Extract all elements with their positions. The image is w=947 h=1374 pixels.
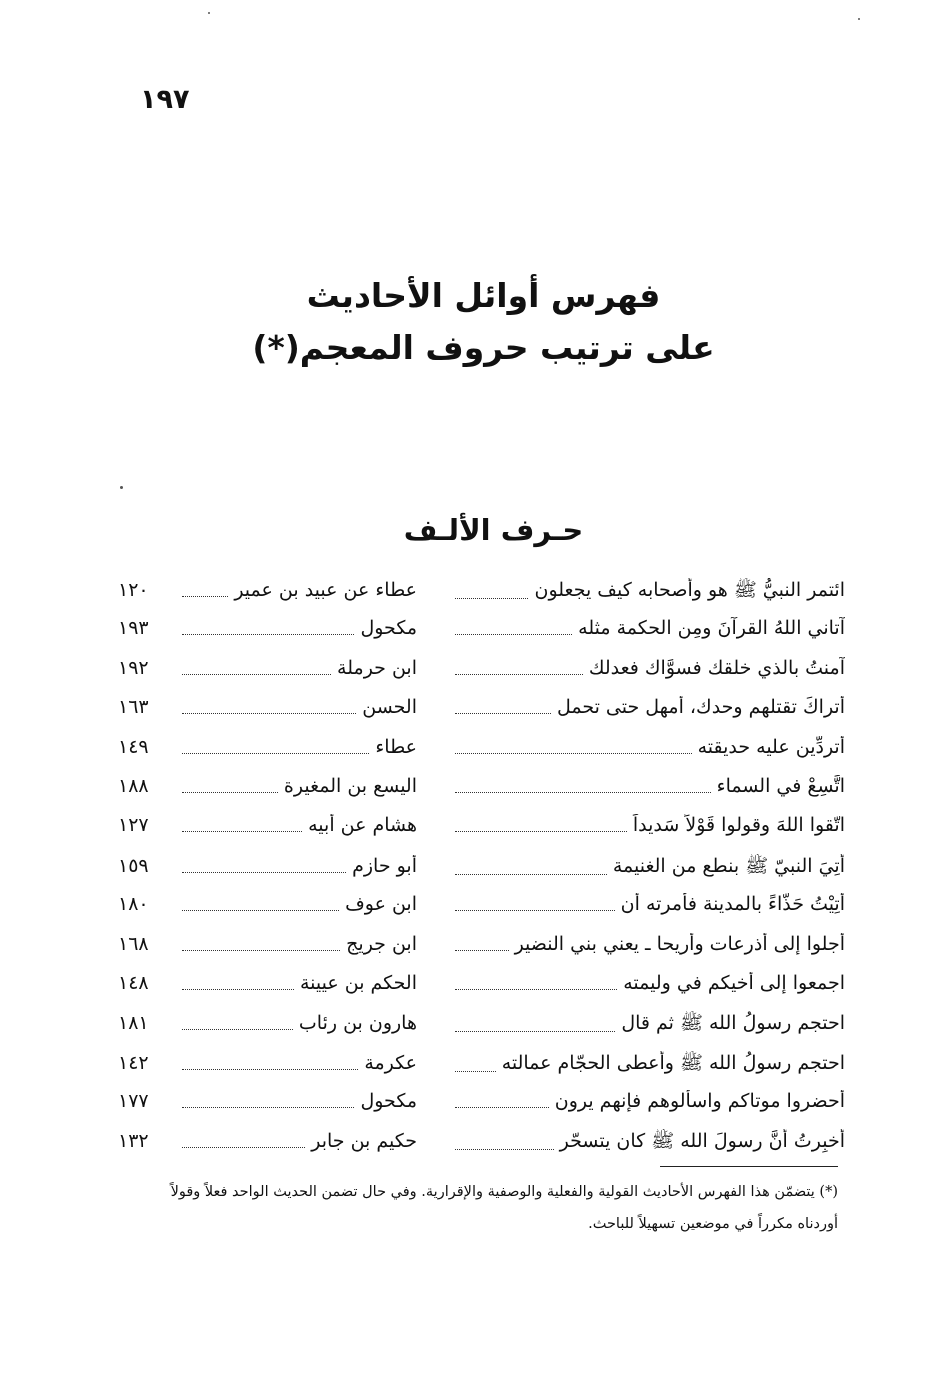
narrator: مكحول [360,1090,417,1113]
hadith-incipit: اتّقوا اللهَ وقولوا قَوْلاً سَديداً [632,814,845,837]
leader-dots [455,949,509,951]
narrator: هارون بن رئاب [298,1012,417,1035]
page-ref: ١٦٨ [118,932,149,955]
leader-dots [455,1030,615,1032]
index-row [118,578,845,617]
scan-speck [120,486,123,489]
footnote-line-2: أوردناه مكرراً في موضعين تسهيلاً للباحث. [588,1216,838,1232]
narrator: الحسن [362,696,417,719]
page-ref: ١٩٢ [118,656,149,679]
narrator: عكرمة [364,1051,417,1074]
footnote-rule [660,1166,838,1167]
leader-dots [182,752,369,754]
leader-dots [455,752,692,754]
leader-dots [182,712,356,714]
section-heading: حـرف الألـف [403,513,584,547]
page-ref: ١٧٧ [118,1090,149,1113]
leader-dots [455,791,711,793]
index-row [118,854,845,893]
leader-dots [182,1028,293,1030]
hadith-incipit: أتردِّين عليه حديقته [697,735,845,758]
narrator: ابن حرملة [337,656,417,679]
footnote [108,1176,838,1240]
leader-dots [182,830,302,832]
leader-dots [455,1070,496,1072]
index-row [118,1051,845,1090]
hadith-incipit: اتَّسِعْ في السماء [716,774,845,797]
page-number: ١٩٧ [140,84,190,115]
narrator: ابن جريج [346,932,417,955]
hadith-incipit: أُخبِرتُ أنَّ رسولَ الله ﷺ كان يتسحّر [559,1130,845,1153]
narrator: عطاء [375,735,417,758]
page-ref: ١٥٩ [118,854,149,877]
leader-dots [182,791,278,793]
index-row [118,617,845,656]
page-ref: ١٣٢ [118,1130,149,1153]
scan-speck [208,12,210,14]
leader-dots [182,871,346,873]
index-row [118,696,845,735]
index-title [0,270,947,374]
leader-dots [455,1148,554,1150]
index-row [118,736,845,775]
leader-dots [182,1068,358,1070]
leader-dots [182,673,331,675]
page-ref: ١٩٣ [118,617,149,640]
narrator: هشام عن أبيه [308,814,417,837]
leader-dots [455,633,572,635]
hadith-incipit: آتاني اللهُ القرآنَ ومِن الحكمة مثله [578,617,845,640]
hadith-incipit: أتراكَ تقتلهم وحدك، أمهل حتى تحمل [556,696,845,719]
hadith-incipit: آمنتُ بالذي خلقك فسوَّاك فعدلك [588,656,845,679]
page-ref: ١٦٣ [118,696,149,719]
hadith-incipit: أتِيَ النبيّ ﷺ بنطع من الغنيمة [612,854,845,877]
footnote-line-1: (*) يتضمّن هذا الفهرس الأحاديث القولية والفعلية والوصفية والإقرارية. وفي حال تضمن الحديث الواحد فعلاً وقولاً [170,1184,838,1200]
hadith-incipit: ائتمر النبيُّ ﷺ هو وأصحابه كيف يجعلون [534,579,845,601]
leader-dots [455,712,551,714]
index-row [118,1011,845,1050]
narrator: أبو حازم [352,854,417,877]
scan-speck [858,18,860,20]
index-row [118,657,845,696]
leader-dots [455,988,617,990]
leader-dots [455,673,583,675]
index-row [118,972,845,1011]
hadith-incipit: أَجلوا إلى أذرعات وأريحا ـ يعني بني النضير [514,932,845,955]
hadith-incipit: أحضروا موتاكم واسألوهم فإنهم يرون [554,1090,845,1113]
leader-dots [455,909,615,911]
narrator: اليسع بن المغيرة [283,774,417,797]
page-ref: ١٢٠ [118,579,149,601]
leader-dots [182,988,294,990]
leader-dots [182,1146,305,1148]
hadith-incipit: اجمعوا إلى أخيكم في وليمته [623,971,845,994]
leader-dots [182,909,339,911]
index-row [118,1129,845,1168]
page-ref: ١٨٨ [118,774,149,797]
narrator: عطاء عن عبيد بن عمير [234,579,417,601]
index-row [118,893,845,932]
hadith-index-list [118,578,845,1169]
narrator: حكيم بن جابر [311,1130,417,1153]
hadith-incipit: أُتِيْتُ حَذَّاءً بالمدينة فأمرته أن [620,893,845,916]
page-ref: ١٤٨ [118,971,149,994]
leader-dots [455,830,627,832]
page-ref: ١٤٩ [118,735,149,758]
leader-dots [455,1106,549,1108]
narrator: الحكم بن عيينة [299,971,417,994]
page-ref: ١٢٧ [118,814,149,837]
leader-dots [455,597,528,599]
narrator: ابن عوف [345,893,417,916]
index-row [118,775,845,814]
hadith-incipit: احتجم رسولُ الله ﷺ ثم قال [621,1012,845,1035]
narrator: مكحول [360,617,417,640]
index-row [118,1090,845,1129]
title-line-1: فهرس أوائل الأحاديث [306,276,661,315]
page-ref: ١٤٢ [118,1051,149,1074]
index-row [118,933,845,972]
leader-dots [182,595,228,597]
leader-dots [182,949,340,951]
leader-dots [182,1106,354,1108]
leader-dots [455,873,607,875]
hadith-incipit: احتجم رسولُ الله ﷺ وأعطى الحجّام عمالته [501,1051,845,1074]
leader-dots [182,633,354,635]
title-line-2: على ترتيب حروف المعجم(*) [252,328,715,367]
page-ref: ١٨٠ [118,893,149,916]
page-ref: ١٨١ [118,1012,149,1035]
index-row [118,814,845,853]
